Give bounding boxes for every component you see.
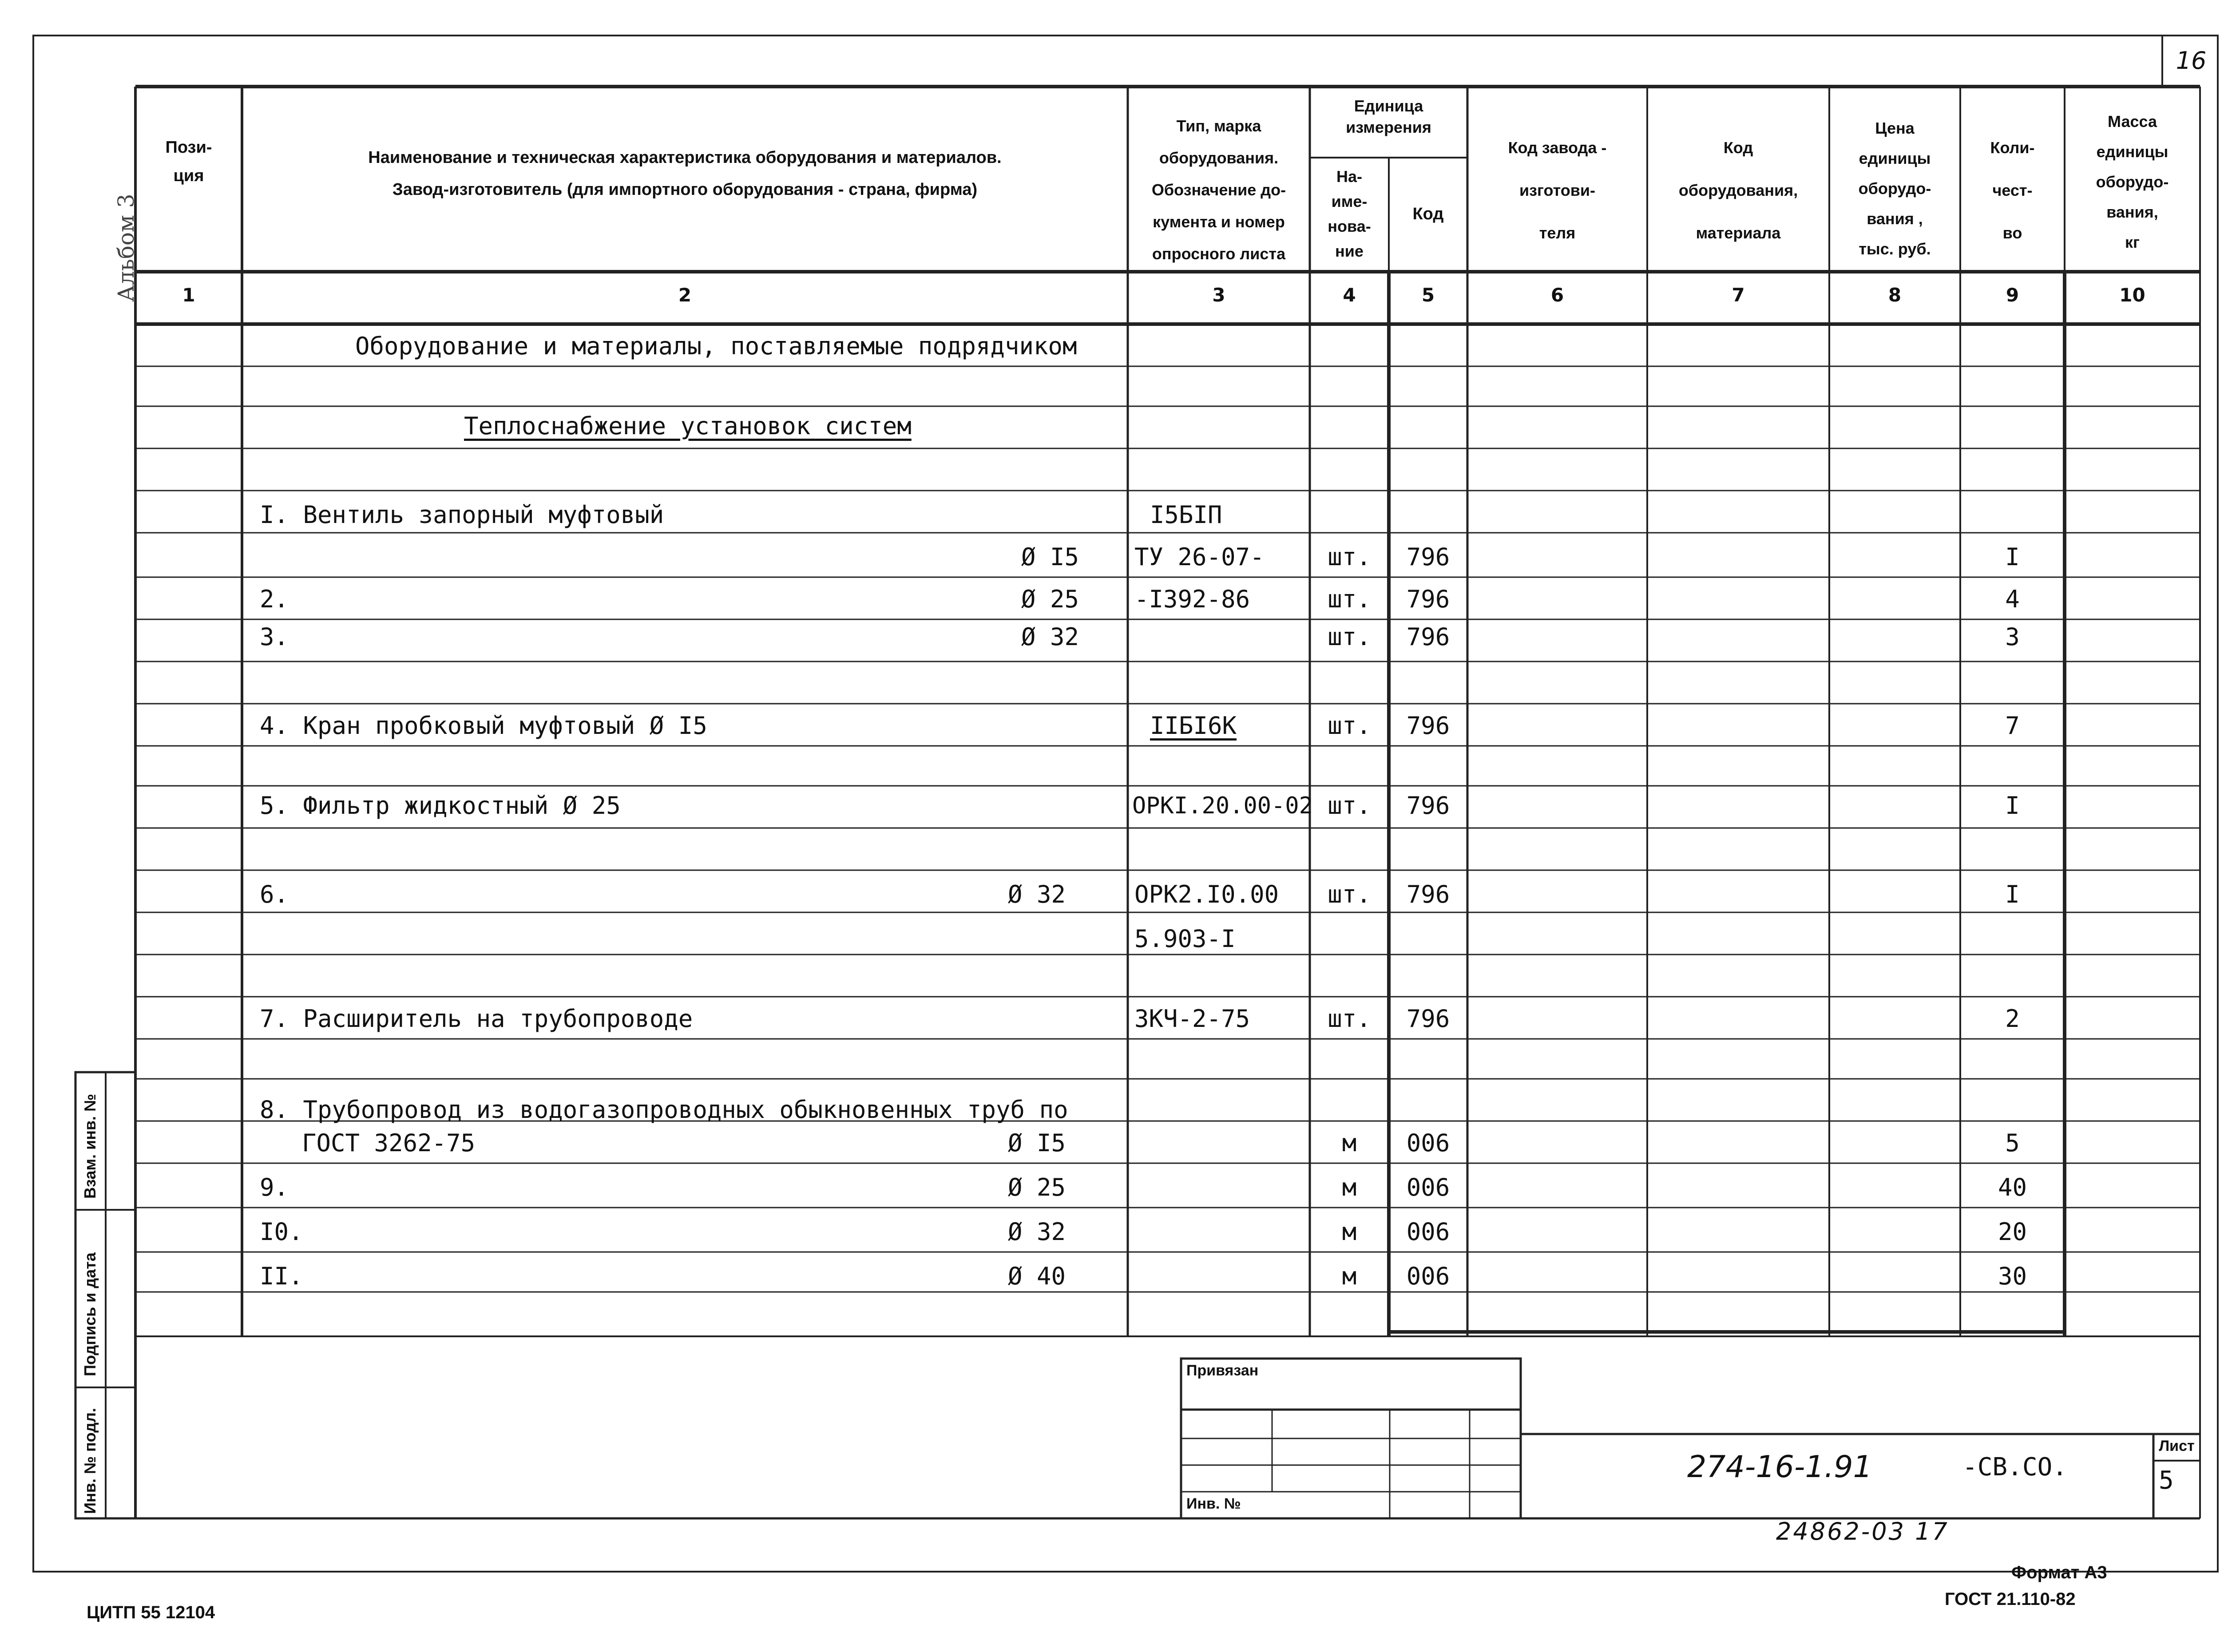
item-unit: м	[1342, 1262, 1357, 1290]
item-name: 9.	[260, 1173, 289, 1201]
item-code: 796	[1406, 792, 1450, 820]
stamp-replace-inv: Взам. инв. №	[81, 1093, 99, 1199]
stamp-signature-date: Подпись и дата	[81, 1252, 99, 1376]
colnum-6: 6	[1550, 284, 1564, 306]
item-qty: I	[2005, 792, 2020, 820]
item-diameter: Ø I5	[1007, 1129, 1066, 1157]
item-code: 006	[1406, 1218, 1450, 1246]
header-col10: Масса единицы оборудо- вания, кг	[2096, 112, 2169, 251]
item-unit: шт.	[1328, 623, 1371, 651]
item-name: ГОСТ 3262-75	[302, 1129, 476, 1157]
item-name: II.	[260, 1262, 303, 1290]
item-type: ЗКЧ-2-75	[1134, 1005, 1250, 1033]
inv-number-label: Инв. №	[1186, 1495, 1241, 1512]
item-diameter: Ø 25	[1021, 585, 1079, 613]
item-type: ТУ 26-07-	[1134, 543, 1265, 571]
colnum-5: 5	[1421, 284, 1435, 306]
item-qty: I	[2005, 543, 2020, 571]
item-code: 796	[1406, 623, 1450, 651]
gost-label: ГОСТ 21.110-82	[1945, 1589, 2076, 1609]
item-qty: 30	[1998, 1262, 2027, 1290]
item-diameter: Ø 32	[1007, 1218, 1066, 1246]
item-type: -I392-86	[1134, 585, 1250, 613]
colnum-3: 3	[1212, 284, 1225, 306]
item-diameter: Ø 32	[1021, 623, 1079, 651]
document-suffix: -СВ.СО.	[1962, 1453, 2068, 1482]
header-col1: Пози- ция	[165, 138, 212, 185]
item-unit: шт.	[1328, 792, 1371, 820]
album-label: Альбом 3	[113, 194, 139, 302]
corner-sheet-number: 16	[2176, 47, 2207, 75]
item-unit: шт.	[1328, 543, 1371, 571]
item-diameter: Ø 25	[1007, 1173, 1066, 1201]
item-code: 796	[1406, 543, 1450, 571]
item-unit: м	[1342, 1129, 1357, 1157]
printer-label: ЦИТП 55 12104	[87, 1603, 215, 1622]
item-name: 3.	[260, 623, 289, 651]
colnum-1: 1	[182, 284, 195, 306]
sheet-number: 5	[2159, 1466, 2174, 1495]
header-col4: На- име- нова- ние	[1328, 167, 1371, 260]
item-qty: 20	[1998, 1218, 2027, 1246]
item-qty: 4	[2005, 585, 2020, 613]
item-type: ОРК2.I0.00	[1134, 880, 1279, 908]
colnum-2: 2	[678, 284, 692, 306]
item-unit: шт.	[1328, 585, 1371, 613]
item-diameter: Ø 40	[1007, 1262, 1066, 1290]
header-col8: Цена единицы оборудо- вания , тыс. руб.	[1858, 119, 1931, 258]
item-name: I. Вентиль запорный муфтовый	[260, 501, 664, 529]
header-col5: Код	[1412, 205, 1444, 223]
stamp-original-inv: Инв. № подл.	[81, 1408, 99, 1514]
item-type: IIБI6К	[1150, 712, 1237, 740]
colnum-4: 4	[1343, 284, 1356, 306]
item-unit: шт.	[1328, 880, 1371, 908]
item-code: 006	[1406, 1129, 1450, 1157]
colnum-10: 10	[2119, 284, 2145, 306]
item-code: 796	[1406, 880, 1450, 908]
item-type: ОРКI.20.00-02	[1132, 792, 1313, 819]
item-name: 4. Кран пробковый муфтовый Ø I5	[260, 712, 707, 740]
header-col7: Код оборудования, материала	[1678, 139, 1798, 242]
header-col3: Тип, марка оборудования. Обозначение до- кумента и номер опросного листа	[1151, 117, 1286, 263]
item-qty: I	[2005, 880, 2020, 908]
colnum-9: 9	[2006, 284, 2019, 306]
item-unit: шт.	[1328, 1005, 1371, 1033]
item-name: 7. Расширитель на трубопроводе	[260, 1005, 693, 1033]
item-name: 2.	[260, 585, 289, 613]
colnum-8: 8	[1888, 284, 1902, 306]
item-code: 796	[1406, 1005, 1450, 1033]
header-col9: Коли- чест- во	[1990, 139, 2035, 242]
privyazan-label: Привязан	[1186, 1362, 1259, 1379]
item-code: 796	[1406, 585, 1450, 613]
item-name: 8. Трубопровод из водогазопроводных обыкновенных труб по	[260, 1096, 1068, 1124]
sheet-label: Лист	[2159, 1438, 2195, 1454]
item-code: 006	[1406, 1262, 1450, 1290]
header-col2-sub: Завод-изготовитель (для импортного оборудования - страна, фирма)	[392, 180, 978, 199]
item-name: 5. Фильтр жидкостный Ø 25	[260, 792, 621, 820]
item-unit: м	[1342, 1218, 1357, 1246]
item-diameter: Ø I5	[1021, 543, 1079, 571]
item-name: 6.	[260, 880, 289, 908]
header-unit-group: Единица измерения	[1346, 97, 1431, 136]
handwritten-number: 24862-03 17	[1776, 1517, 1949, 1545]
header-col2: Наименование и техническая характеристика оборудования и материалов.	[368, 148, 1002, 167]
document-code: 274-16-1.91	[1687, 1450, 1872, 1485]
item-qty: 3	[2005, 623, 2020, 651]
format-label: Формат А3	[2011, 1563, 2107, 1582]
item-type: I5БIП	[1150, 501, 1222, 529]
subsection-title: Теплоснабжение установок систем	[464, 412, 912, 440]
item-qty: 2	[2005, 1005, 2020, 1033]
item-unit: шт.	[1328, 712, 1371, 740]
header-col6: Код завода - изготови- теля	[1508, 139, 1607, 242]
colnum-7: 7	[1732, 284, 1745, 306]
item-qty: 40	[1998, 1173, 2027, 1201]
item-code: 796	[1406, 712, 1450, 740]
item-name: I0.	[260, 1218, 303, 1246]
section-title: Оборудование и материалы, поставляемые подрядчиком	[355, 332, 1077, 360]
item-qty: 7	[2005, 712, 2020, 740]
item-diameter: Ø 32	[1007, 880, 1066, 908]
item-qty: 5	[2005, 1129, 2020, 1157]
item-type: 5.903-I	[1134, 925, 1236, 953]
item-code: 006	[1406, 1173, 1450, 1201]
item-unit: м	[1342, 1173, 1357, 1201]
